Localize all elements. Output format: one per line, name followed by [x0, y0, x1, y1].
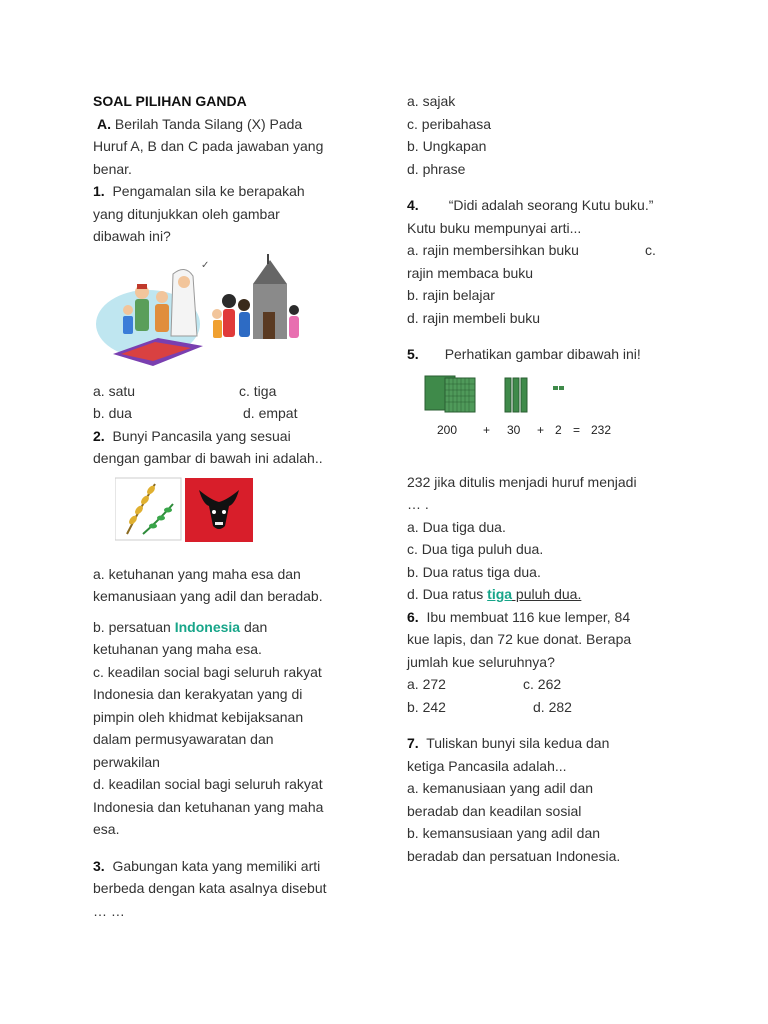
question-4-option-d[interactable]: d. rajin membeli buku	[407, 309, 541, 326]
question-7-text-1: Tuliskan bunyi sila kedua dan	[426, 735, 610, 751]
question-4-option-c[interactable]: rajin membaca buku	[407, 264, 534, 281]
question-5-line-3: … .	[407, 496, 429, 512]
question-3-line-2: berbeda dengan kata asalnya disebut	[93, 880, 327, 896]
question-1-illustration	[93, 254, 361, 372]
question-5-option-c[interactable]: c. Dua tiga puluh dua.	[407, 541, 544, 557]
question-7-option-b-line-1[interactable]: b. kemansusiaan yang adil dan	[407, 825, 601, 841]
question-2-number: 2.	[93, 427, 105, 444]
svg-text:✓: ✓	[201, 259, 210, 271]
question-1-options-row-1	[93, 380, 361, 403]
instruction-line-2: Huruf A, B dan C pada jawaban yang	[93, 138, 324, 154]
question-4-number: 4.	[407, 197, 419, 213]
question-5-option-b[interactable]: b. Dua ratus tiga dua.	[407, 563, 541, 580]
question-7-option-a-line-1[interactable]: a. kemanusiaan yang adil dan	[407, 780, 594, 796]
question-6-line-1	[407, 606, 671, 629]
question-6-option-a[interactable]: a. 272	[407, 676, 446, 692]
question-2-option-c-line-1[interactable]: c. keadilan social bagi seluruh rakyat	[93, 663, 322, 680]
fig-number-30: 30	[507, 422, 521, 437]
question-5-line-1	[407, 343, 671, 366]
question-3-line-1	[93, 855, 361, 878]
question-5-option-a[interactable]: a. Dua tiga dua.	[407, 518, 506, 535]
instruction-text-1: Berilah Tanda Silang (X) Pada	[114, 115, 303, 132]
fig-plus-2: +	[537, 422, 545, 437]
fig-plus-1: +	[483, 422, 491, 437]
question-7-line-2: ketiga Pancasila adalah...	[407, 757, 567, 774]
question-1-line-1	[93, 180, 361, 203]
question-2-option-b-line-1[interactable]	[93, 616, 361, 639]
question-1-option-d[interactable]: d. empat	[243, 405, 298, 421]
question-6-line-3: jumlah kue seluruhnya?	[407, 653, 555, 670]
question-2-option-a-line-1[interactable]: a. ketuhanan yang maha esa dan	[93, 565, 301, 582]
question-2-line-2: dengan gambar di bawah ini adalah..	[93, 450, 323, 466]
question-1-option-b[interactable]: b. dua	[93, 405, 132, 421]
question-2-option-a-line-2: kemanusiaan yang adil dan beradab.	[93, 588, 323, 604]
question-1-option-c[interactable]: c. tiga	[239, 382, 277, 399]
question-2-option-d-line-2: Indonesia dan ketuhanan yang maha	[93, 798, 324, 815]
question-1-line-2: yang ditunjukkan oleh gambar	[93, 205, 280, 222]
question-3-option-d[interactable]: d. phrase	[407, 160, 466, 177]
section-letter: A.	[97, 115, 111, 132]
question-4-option-c-label[interactable]: c.	[644, 242, 656, 258]
question-5-option-d-text-end: puluh dua.	[512, 586, 582, 602]
right-column	[407, 90, 671, 867]
question-5-option-d-text: d. Dua ratus	[407, 586, 488, 602]
question-5-number: 5.	[407, 346, 419, 362]
instruction-line-1	[93, 113, 361, 136]
worship-illustration	[93, 254, 313, 369]
question-1-text-1: Pengamalan sila ke berapakah	[112, 183, 305, 199]
left-column	[93, 90, 361, 922]
question-6-line-2: kue lapis, dan 72 kue donat. Berapa	[407, 631, 632, 647]
question-3-number: 3.	[93, 857, 105, 874]
question-2-text-1: Bunyi Pancasila yang sesuai	[112, 427, 291, 444]
question-2-line-1	[93, 425, 361, 448]
question-6-option-b[interactable]: b. 242	[407, 698, 446, 715]
question-4-option-a[interactable]: a. rajin membersihkan buku	[407, 242, 579, 258]
question-2-option-b-text: b. persatuan	[93, 618, 175, 635]
question-2-option-c-line-4: dalam permusyawaratan dan	[93, 731, 274, 747]
question-5-illustration	[407, 372, 671, 449]
question-4-option-a-row	[407, 239, 671, 262]
question-6-number: 6.	[407, 608, 419, 625]
question-2-illustration	[115, 476, 361, 547]
question-1-line-3: dibawah ini?	[93, 228, 171, 244]
question-6-option-d[interactable]: d. 282	[533, 698, 572, 715]
question-3-option-b[interactable]: b. Ungkapan	[407, 138, 487, 154]
question-7-line-1	[407, 732, 671, 755]
question-2-option-d-line-1[interactable]: d. keadilan social bagi seluruh rakyat	[93, 776, 323, 792]
fig-number-232: 232	[591, 422, 612, 437]
question-4-option-b[interactable]: b. rajin belajar	[407, 287, 495, 303]
question-2-option-b-text-end: dan	[240, 618, 268, 635]
question-2-option-c-line-3: pimpin oleh khidmat kebijaksanan	[93, 708, 304, 725]
question-4-text-1: “Didi adalah seorang Kutu buku.”	[448, 197, 654, 213]
question-6-options-row-1	[407, 673, 671, 696]
pancasila-symbols	[115, 476, 255, 544]
question-1-number: 1.	[93, 183, 105, 199]
question-3-option-c[interactable]: c. peribahasa	[407, 115, 492, 132]
question-3-line-3: … …	[93, 902, 125, 919]
worksheet-title: SOAL PILIHAN GANDA	[93, 93, 247, 109]
question-7-option-a-line-2: beradab dan keadilan sosial	[407, 802, 582, 819]
question-7-number: 7.	[407, 735, 419, 751]
instruction-line-3: benar.	[93, 160, 132, 177]
question-3-option-a[interactable]: a. sajak	[407, 93, 456, 109]
question-2-option-c-line-5: perwakilan	[93, 753, 160, 770]
question-4-line-2: Kutu buku mempunyai arti...	[407, 219, 582, 236]
fig-number-200: 200	[437, 422, 458, 437]
fig-number-2: 2	[555, 422, 562, 437]
question-5-line-2: 232 jika ditulis menjadi huruf menjadi	[407, 473, 637, 490]
question-7-option-b-line-2: beradab dan persatuan Indonesia.	[407, 847, 621, 864]
highlight-tiga: tiga	[487, 586, 513, 602]
question-5-option-d[interactable]	[407, 583, 671, 606]
question-3-text-1: Gabungan kata yang memiliki arti	[112, 857, 321, 874]
place-value-blocks	[407, 372, 627, 446]
highlight-indonesia: Indonesia	[174, 618, 241, 635]
question-2-option-c-line-2: Indonesia dan kerakyatan yang di	[93, 686, 303, 702]
question-2-option-b-line-2: ketuhanan yang maha esa.	[93, 641, 262, 657]
question-2-option-d-line-3: esa.	[93, 821, 120, 837]
question-4-line-1	[407, 194, 671, 217]
question-6-text-1: Ibu membuat 116 kue lemper, 84	[426, 608, 631, 625]
question-1-option-a[interactable]: a. satu	[93, 382, 136, 399]
fig-equals: =	[573, 422, 581, 437]
question-5-text-1: Perhatikan gambar dibawah ini!	[444, 346, 641, 362]
question-6-option-c[interactable]: c. 262	[523, 676, 562, 692]
question-6-options-row-2	[407, 696, 671, 719]
question-1-options-row-2	[93, 402, 361, 425]
